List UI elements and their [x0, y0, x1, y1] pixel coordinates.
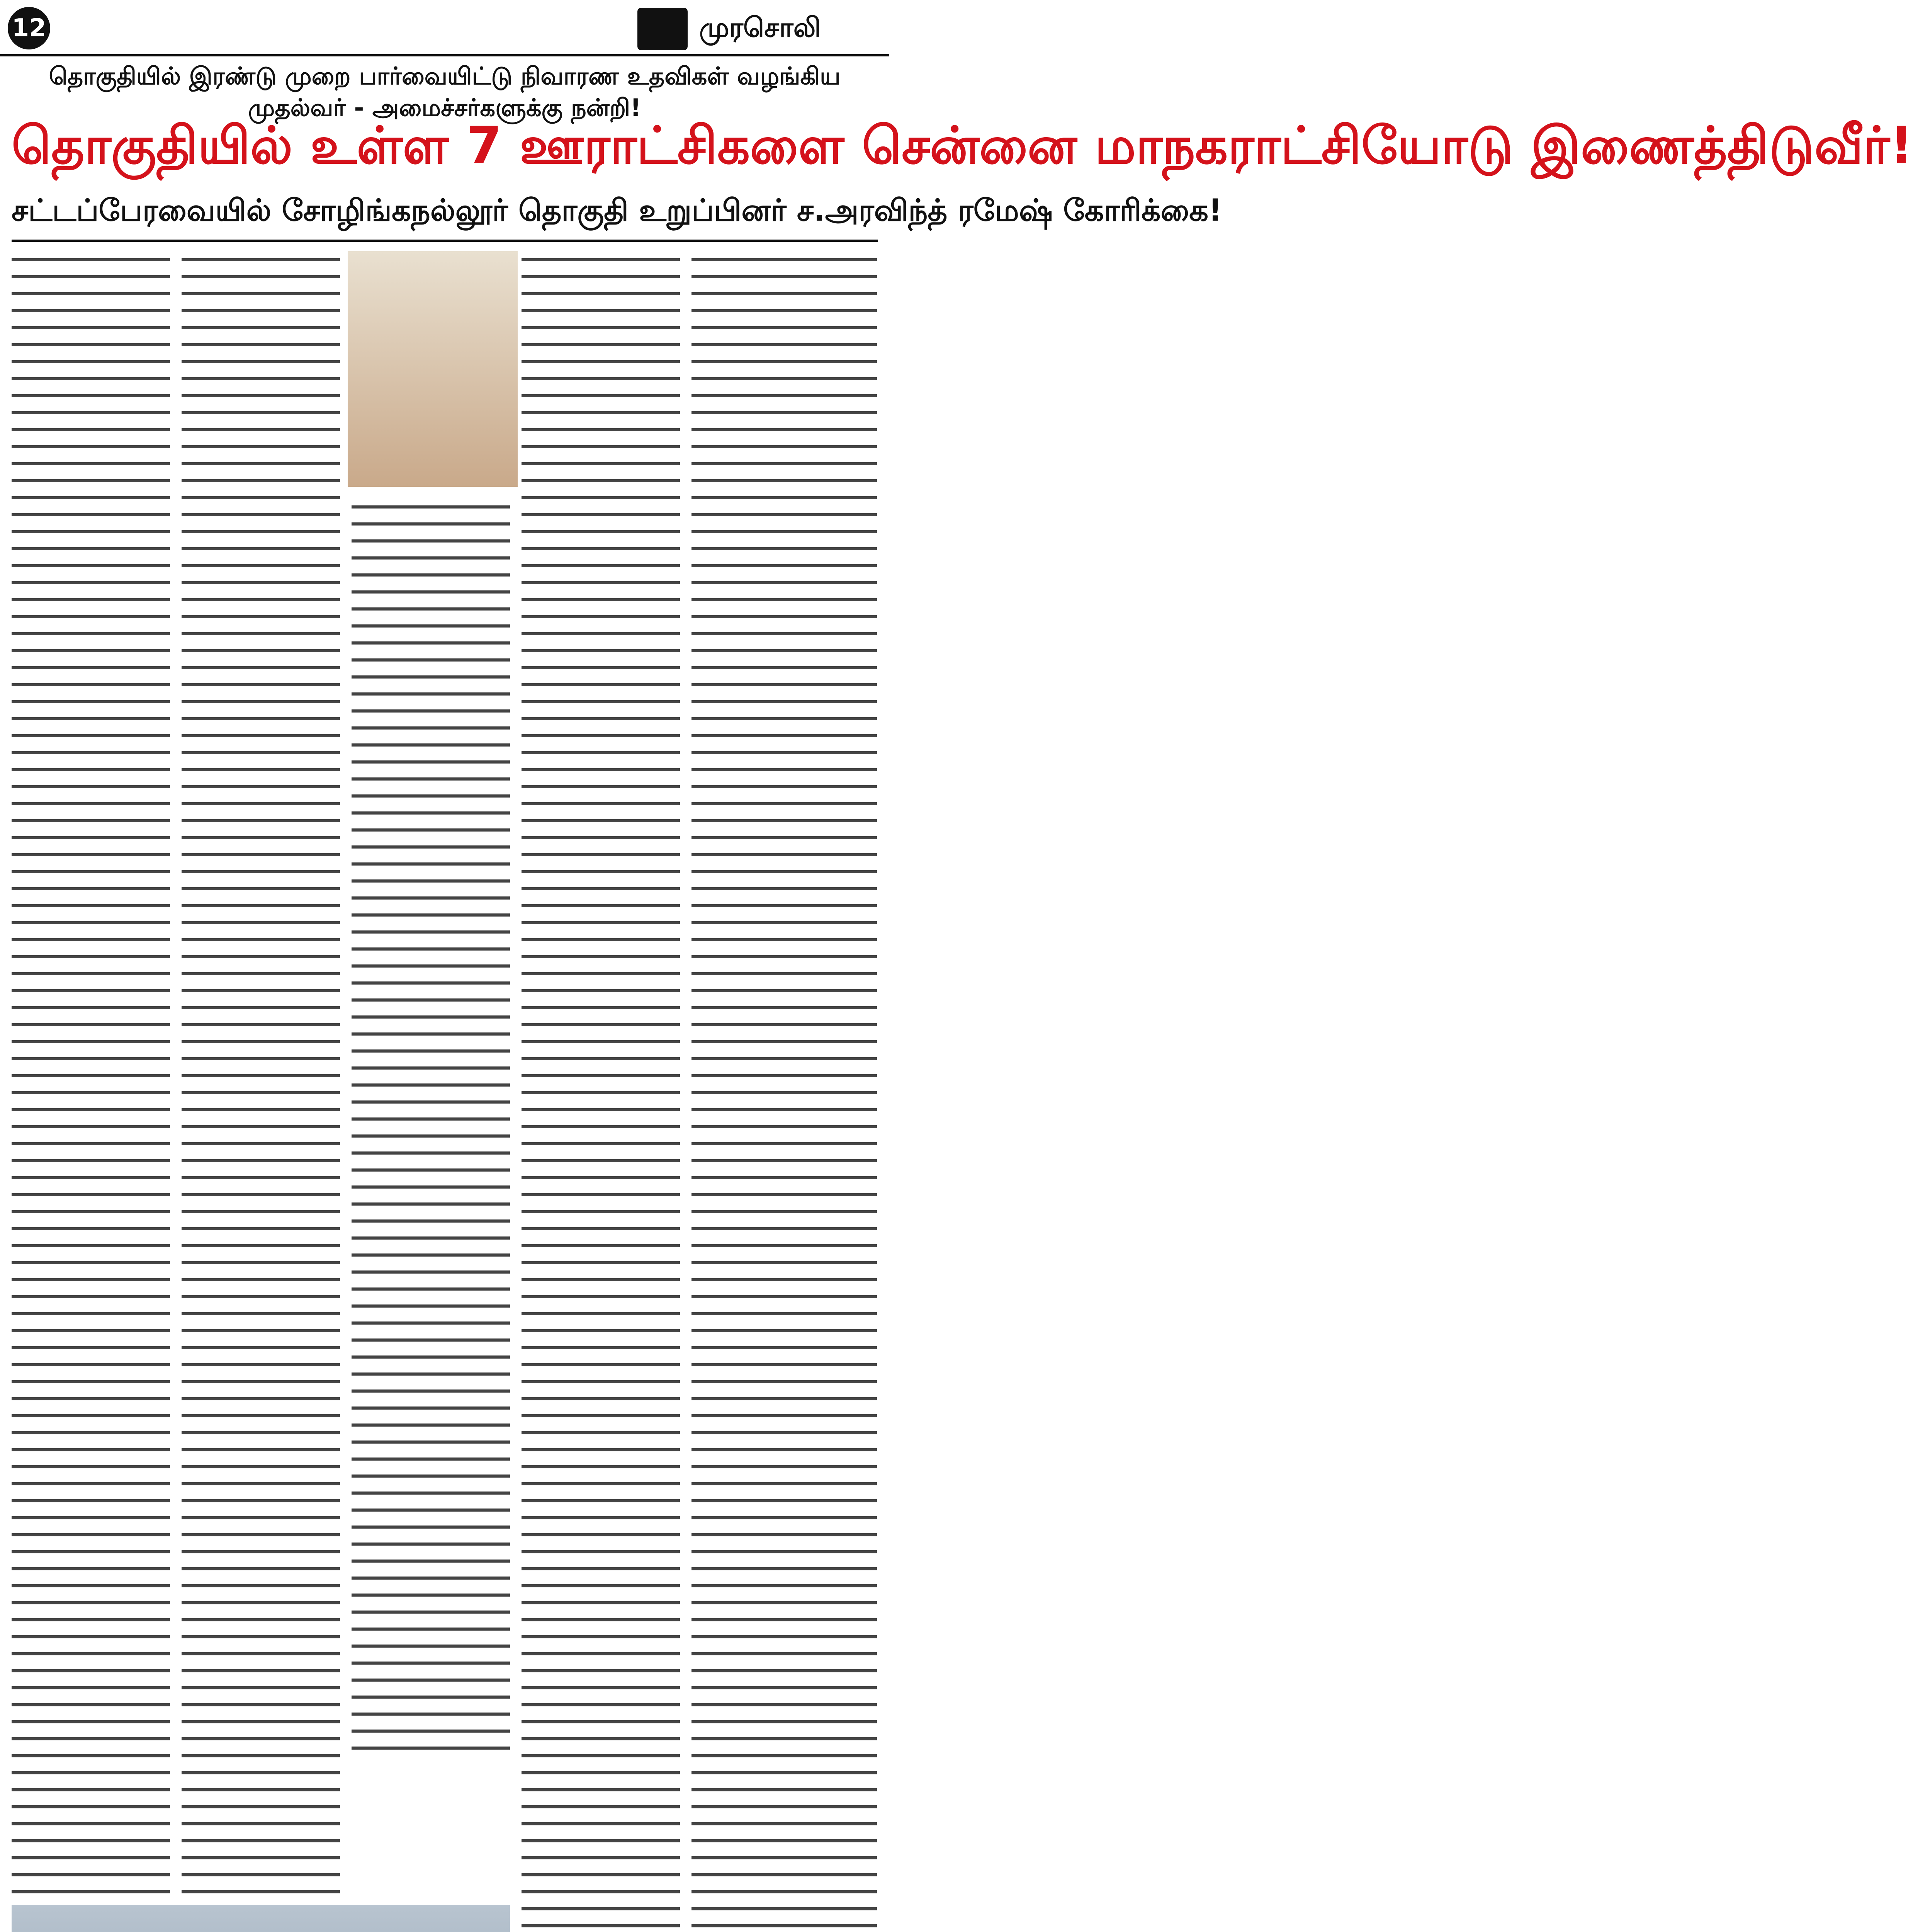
logo	[637, 8, 688, 50]
text-column-4	[522, 251, 680, 1932]
masthead-title: முரசொலி	[699, 12, 821, 43]
subheadline: சட்டப்பேரவையில் சோழிங்கநல்லூர் தொகுதி உறுப்பினர் ச.அரவிந்த் ரமேஷ் கோரிக்கை!	[12, 193, 1222, 228]
masthead	[0, 0, 889, 56]
page-number: 12	[8, 7, 50, 49]
headline: தொகுதியில் உள்ள 7 ஊராட்சிகளை சென்னை மாநகராட்சியோடு இணைத்திடுவீர்!	[12, 116, 1913, 175]
text-column-3	[352, 498, 510, 1762]
text-column-1	[12, 251, 170, 1893]
kicker: தொகுதியில் இரண்டு முறை பார்வையிட்டு நிவாரண உதவிகள் வழங்கிய முதல்வர் - அமைச்சர்களுக்கு நன்றி!	[49, 62, 841, 122]
text-column-2	[182, 251, 340, 1893]
portrait-photo	[348, 251, 518, 487]
text-column-5	[691, 251, 877, 1932]
group-photo	[12, 1905, 510, 1932]
rule	[12, 240, 878, 242]
